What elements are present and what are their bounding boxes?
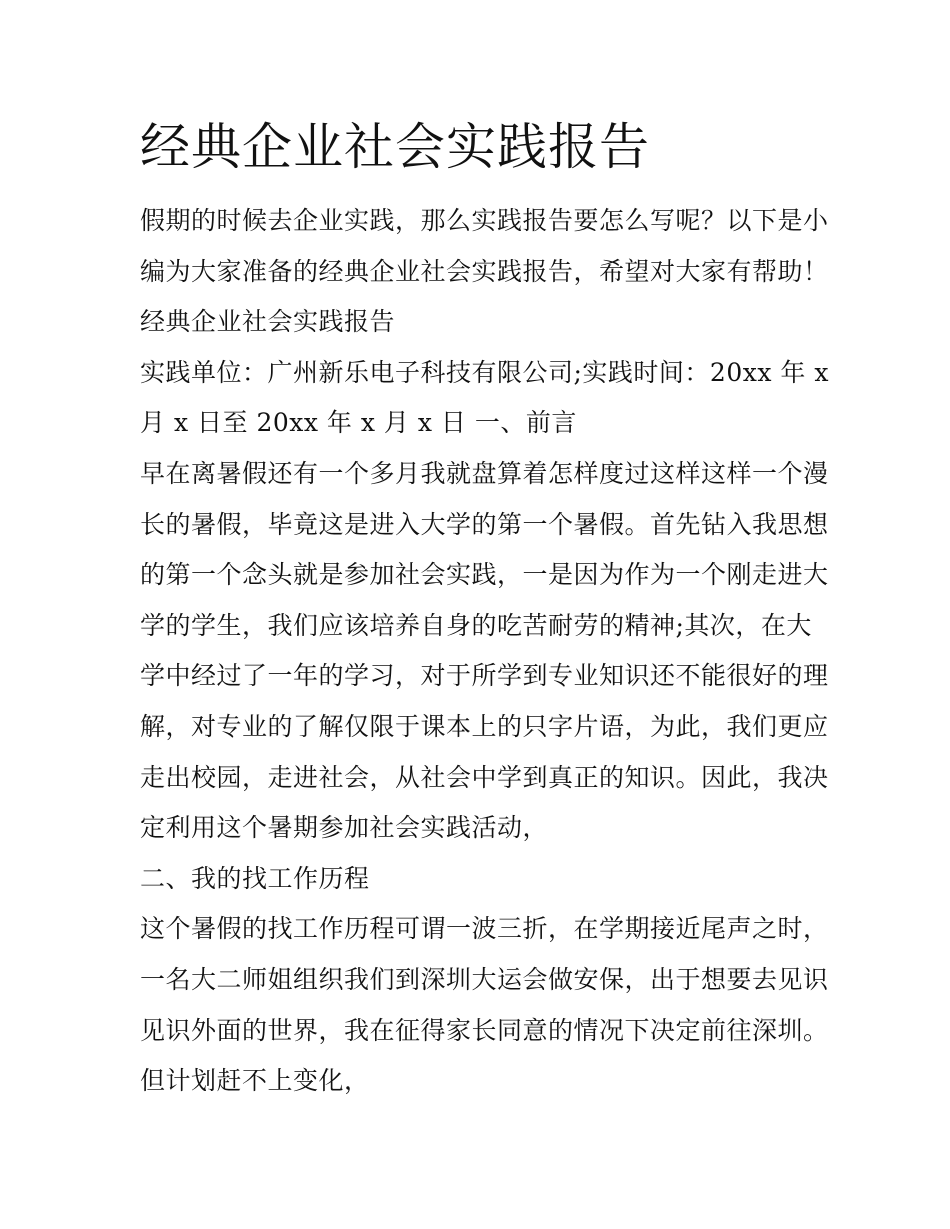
text-line: 但计划赶不上变化， [140, 1066, 370, 1096]
text-line: 见识外面的世界，我在征得家长同意的情况下决定前往深圳。 [140, 1015, 829, 1045]
text-line: 一名大二师姐组织我们到深圳大运会做安保，出于想要去见识 [140, 964, 829, 994]
text-line: 学的学生，我们应该培养自身的吃苦耐劳的精神;其次，在大 [140, 610, 812, 640]
document-body [140, 196, 829, 1107]
text-line: 月 x 日至 20xx 年 x 月 x 日 一、前言 [140, 408, 577, 438]
text-line: 这个暑假的找工作历程可谓一波三折，在学期接近尾声之时， [140, 914, 829, 944]
text-line: 的第一个念头就是参加社会实践，一是因为作为一个刚走进大 [140, 560, 829, 590]
section-heading: 二、我的找工作历程 [140, 863, 370, 893]
text-line: 定利用这个暑期参加社会实践活动， [140, 813, 549, 843]
text-line: 假期的时候去企业实践，那么实践报告要怎么写呢？以下是小 [140, 206, 829, 235]
text-line: 实践单位：广州新乐电子科技有限公司;实践时间：20xx 年 x [140, 357, 829, 387]
text-line: 学中经过了一年的学习，对于所学到专业知识还不能很好的理 [140, 661, 829, 691]
text-line: 解，对专业的了解仅限于课本上的只字片语，为此，我们更应 [140, 711, 829, 741]
text-line: 走出校园，走进社会，从社会中学到真正的知识。因此，我决 [140, 762, 829, 792]
section-heading: 经典企业社会实践报告 [140, 307, 396, 337]
document-title: 经典企业社会实践报告 [140, 118, 650, 176]
text-line: 编为大家准备的经典企业社会实践报告，希望对大家有帮助！ [140, 256, 829, 286]
text-line: 早在离暑假还有一个多月我就盘算着怎样度过这样这样一个漫 [140, 458, 829, 488]
text-line: 长的暑假，毕竟这是进入大学的第一个暑假。首先钻入我思想 [140, 509, 829, 539]
